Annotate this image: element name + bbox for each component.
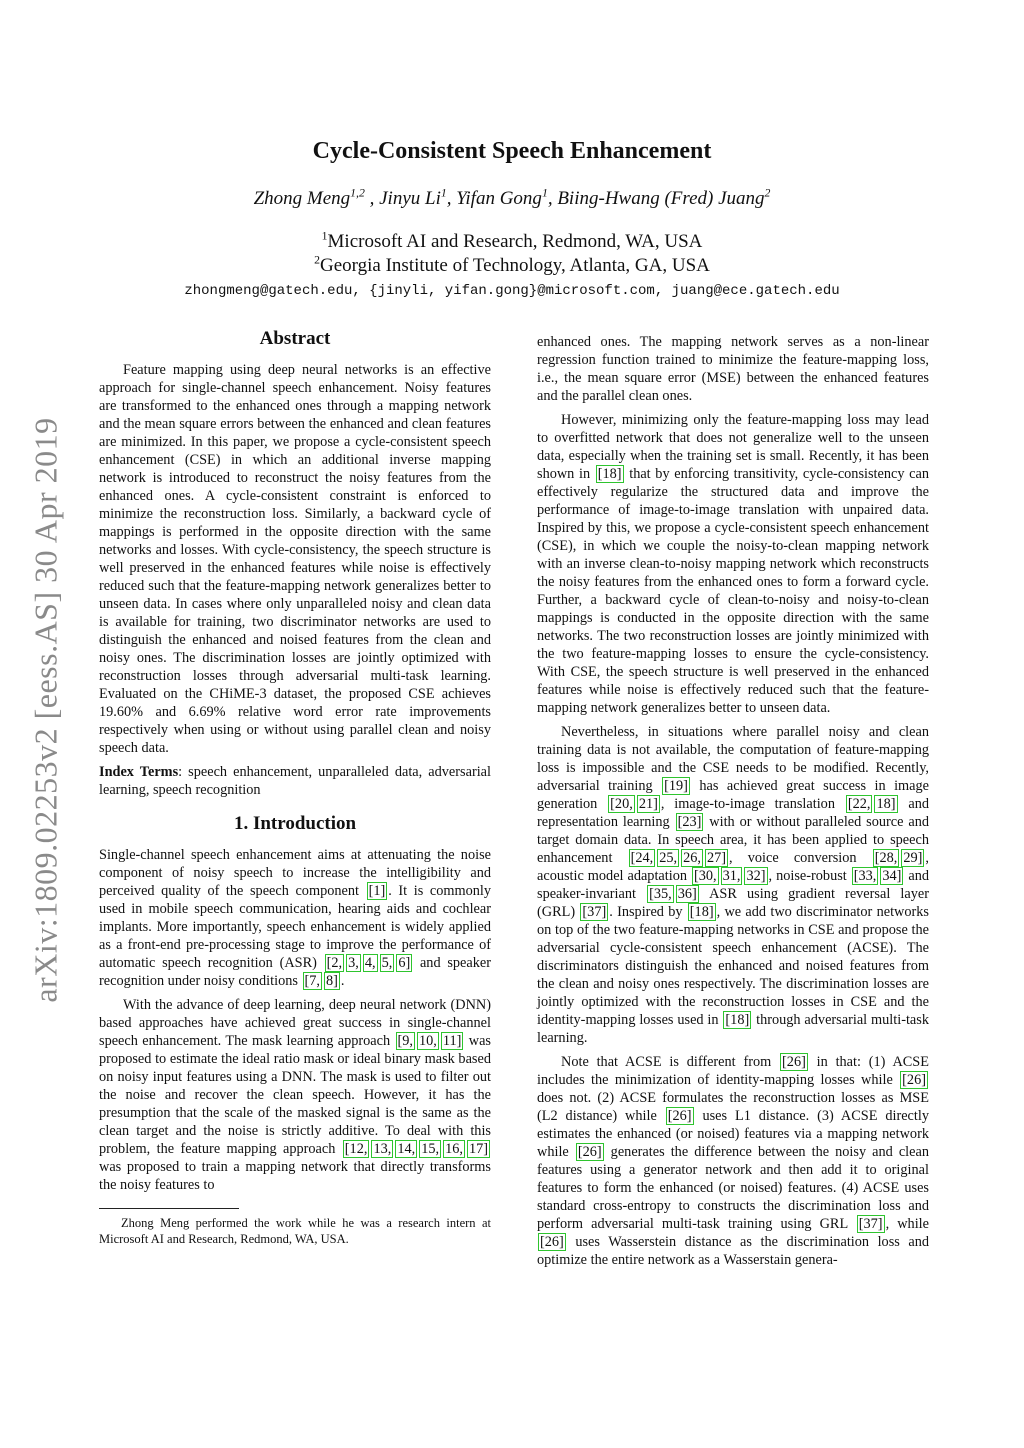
text-span: does not. (2) ACSE formulates the reconstruction losses as MSE (L2 distance) while (537, 1090, 929, 1124)
citation-link[interactable]: 34] (882, 868, 902, 884)
author-name: Zhong Meng (253, 188, 351, 209)
text-span: Single-channel speech enhancement aims at attenuating the noise component of noisy speech to increase the intelligibility and perceived quality of the speech component (99, 847, 491, 899)
text-span: that by enforcing transitivity, cycle-consistency can effectively regularize the structured data and improve the performance of image-to-image translation with unpaired data. Inspired by this, we propose a cycle-consistent speech enhancement (CSE), in which we couple the noisy-to-clean mapping network with an inverse clean-to-noisy mapping network which reconstructs the noisy features from the enhanced ones to form a forward cycle. Further, a backward cycle of clean-to-noisy and noisy-to-clean mappings is conducted in the opposite direction with the same networks. The two reconstruction losses are jointly minimized with the two feature-mapping losses to ensure the cycle-consistency. With CSE, the speech structure is well preserved in the enhanced features while noise is effectively reduced such that the feature-mapping network generalizes better to unseen data. (537, 466, 930, 716)
author-sup: 1,2 (350, 186, 365, 200)
citation-link[interactable]: [7, (304, 973, 320, 989)
affiliation-1 (0, 231, 1024, 253)
text-span: uses L1 distance. (3) ACSE directly estimates the enhanced (or noised) features via a mapping network while (537, 1108, 929, 1160)
text-span: and representation learning (537, 796, 929, 830)
text-span: generates the difference between the noisy and clean features using a generator network and then add it to original features to form the enhanced (or noised) features. (4) ACSE uses standard cross-entropy to constructs the discrimination loss and perform adversarial multi-task training using GRL (537, 1144, 929, 1232)
text-span: Note that ACSE is different from (561, 1054, 780, 1070)
citation-link[interactable]: 17] (468, 1141, 488, 1157)
text-span: With the advance of deep learning, deep neural network (DNN) based approaches have achieved great success in single-channel speech enhancement. The mask learning approach (99, 997, 491, 1049)
citation-link[interactable]: 27] (706, 850, 727, 866)
citation-link[interactable]: [20, (610, 796, 633, 812)
text-span: and speaker recognition under noisy conditions (99, 955, 491, 989)
citation-link[interactable]: [30, (693, 868, 717, 884)
author-sep: , (446, 188, 457, 209)
text-span: , noise-robust (768, 868, 851, 884)
arxiv-identifier (14, 330, 78, 1090)
text-span: , voice conversion (729, 850, 872, 866)
affiliation-sup: 2 (314, 253, 320, 267)
citation-link[interactable]: [26] (540, 1234, 564, 1250)
citation-link[interactable]: 11] (442, 1033, 462, 1049)
text-span: . It is commonly used in mobile speech communication, hearing aids and cochlear implants. More importantly, speech enhancement is widely applied as a front-end pre-processing stage to improve the performance of automatic speech recognition (ASR) (99, 883, 491, 971)
right-paragraph-4 (537, 1053, 929, 1269)
citation-link[interactable]: [9, (397, 1033, 413, 1049)
citation-link[interactable]: 36] (677, 886, 697, 902)
citation-link[interactable]: 26, (683, 850, 701, 866)
text-span: . Inspired by (609, 904, 687, 920)
citation-link[interactable]: [37] (582, 904, 607, 920)
abstract-heading: Abstract (259, 328, 331, 349)
author-sep: , (364, 188, 380, 209)
citation-link[interactable]: 32] (746, 868, 766, 884)
text-span: Nevertheless, in situations where parallel noisy and clean training data is not available, the computation of feature-mapping loss is impossible and the CSE needs to be modified. Recently, adversarial training (537, 724, 929, 794)
footnote-divider (99, 1208, 239, 1209)
citation-link[interactable]: [18] (725, 1012, 750, 1028)
citation-link[interactable]: 13, (373, 1141, 392, 1157)
author-sup: 2 (764, 186, 771, 200)
right-column (537, 333, 929, 1275)
citation-link[interactable]: [2, (326, 955, 343, 971)
author-sep: , (547, 188, 558, 209)
citation-link[interactable]: 3, (348, 955, 359, 971)
citation-link[interactable]: 6] (398, 955, 411, 971)
citation-link[interactable]: 8] (326, 973, 338, 989)
citation-link[interactable]: 18] (876, 796, 896, 812)
text-span: with or without paralleled source and target domain data. In speech area, it has been applied to speech enhancement (537, 814, 929, 866)
abstract-text: Feature mapping using deep neural networks is an effective approach for single-channel speech enhancement. Noisy features are transformed to the enhanced ones through a mapping network and the mean square errors between the enhanced and clean features are minimized. In this paper, we propose a cycle-consistent speech enhancement (CSE) in which an additional inverse mapping network is introduced to reconstruct the noisy features from the enhanced ones. A cycle-consistent constraint is enforced to minimize the reconstruction loss. Similarly, a backward cycle of mappings is performed in the opposite direction with the same networks and losses. With cycle-consistency, the speech structure is well preserved in the enhanced features while noise is effectively reduced such that the feature-mapping network generalizes better to unseen data. In cases where only unparalleled noisy and clean data is available for training, two discriminator networks are used to distinguish the enhanced and noised features from the clean and noisy ones. The discrimination losses are jointly optimized with reconstruction losses through adversarial multi-task learning. Evaluated on the CHiME-3 dataset, the proposed CSE achieves 19.60% and 6.69% relative word error rate improvements respectively when using or without using parallel clean and noisy speech data. (99, 362, 491, 756)
citation-link[interactable]: [26] (902, 1072, 926, 1088)
text-span: was proposed to estimate the ideal ratio mask or ideal binary mask based on noisy input features using a DNN. The mask is used to filter out the noise and recover the clean speech. However, it has the presumption that the scale of the masked signal is the same as the clean target and the noise is strictly additive. To deal with this problem, the feature mapping approach (99, 1033, 491, 1157)
text-span: in that: (1) ACSE includes the minimization of identity-mapping losses while (537, 1054, 929, 1088)
author-sup: 1 (440, 186, 447, 200)
citation-link[interactable]: [23] (677, 814, 702, 830)
citation-link[interactable]: 15, (421, 1141, 440, 1157)
citation-link[interactable]: 29] (903, 850, 923, 866)
citation-link[interactable]: [26] (782, 1054, 806, 1070)
citation-link[interactable]: [35, (649, 886, 672, 902)
text-span: was proposed to train a mapping network that directly transforms the noisy features to (99, 1159, 491, 1193)
text-span: . (340, 973, 345, 989)
citation-link[interactable]: [12, (344, 1141, 368, 1157)
citation-link[interactable]: 4, (364, 955, 376, 971)
text-span: , while (885, 1216, 929, 1232)
index-terms-text: : speech enhancement, unparalleled data, adversarial learning, speech recognition (99, 764, 491, 798)
index-terms (99, 763, 491, 799)
intro-paragraph-1 (99, 846, 491, 990)
affiliation-text: Microsoft AI and Research, Redmond, WA, USA (327, 231, 703, 252)
text-span: uses Wasserstein distance as the discrimination loss and optimize the entire network as a Wasserstain genera- (537, 1234, 929, 1268)
right-paragraph-1: enhanced ones. The mapping network serves as a non-linear regression function trained to minimize the feature-mapping loss, i.e., the mean square error (MSE) between the enhanced features and the parallel clean ones. (537, 334, 929, 404)
citation-link[interactable]: [24, (630, 850, 654, 866)
right-paragraph-2 (537, 411, 929, 717)
author-name: Yifan Gong (456, 188, 542, 209)
citation-link[interactable]: 31, (722, 868, 741, 884)
citation-link[interactable]: 10, (418, 1033, 437, 1049)
text-span: , image-to-image translation (660, 796, 845, 812)
citation-link[interactable]: [18] (597, 466, 622, 482)
text-span: and speaker-invariant (537, 868, 929, 902)
citation-link[interactable]: 16, (445, 1141, 463, 1157)
text-span: has achieved great success in image generation (537, 778, 930, 812)
affiliation-2 (0, 255, 1024, 277)
author-sup: 1 (541, 186, 548, 200)
citation-link[interactable]: [18] (689, 904, 714, 920)
introduction-heading: 1. Introduction (233, 813, 357, 834)
paper-title: Cycle-Consistent Speech Enhancement (312, 138, 712, 164)
index-terms-label: Index Terms (99, 764, 179, 780)
citation-link[interactable]: [19] (664, 778, 688, 794)
citation-link[interactable]: [28, (874, 850, 898, 866)
left-column (99, 330, 491, 1247)
citation-link[interactable]: 5, (381, 955, 393, 971)
author-name: Jinyu Li (379, 188, 441, 209)
right-paragraph-3 (537, 723, 929, 1047)
text-span: , acoustic model adaptation (537, 850, 929, 884)
arxiv-id-text: arXiv:1809.02253v2 [eess.AS] 30 Apr 2019 (27, 417, 64, 1003)
text-span: ASR using gradient reversal layer (GRL) (537, 886, 929, 920)
citation-link[interactable]: 14, (397, 1141, 416, 1157)
intro-paragraph-2 (99, 996, 491, 1194)
author-emails: zhongmeng@gatech.edu, {jinyli, yifan.gong}@microsoft.com, juang@ece.gatech.edu (184, 283, 840, 299)
text-span: , we add two discriminator networks on top of the two feature-mapping networks in CSE and propose the adversarial cycle-consistent speech enhancement (ACSE). The discriminators distinguish the enhanced and noised features from the clean and noisy ones respectively. The discrimination losses are jointly optimized with the reconstruction losses in CSE and the identity-mapping losses used in (537, 904, 929, 1028)
citation-link[interactable]: [33, (853, 868, 877, 884)
author-list (0, 188, 1024, 210)
citation-link[interactable]: [37] (858, 1216, 883, 1232)
text-span: through adversarial multi-task learning. (537, 1012, 929, 1046)
affiliation-text: Georgia Institute of Technology, Atlanta, GA, USA (320, 255, 710, 276)
author-name: Biing-Hwang (Fred) Juang (557, 188, 765, 209)
footnote: Zhong Meng performed the work while he was a research intern at Microsoft AI and Research, Redmond, WA, USA. (99, 1216, 491, 1246)
affiliation-sup: 1 (321, 229, 328, 243)
citation-link[interactable]: [26] (577, 1144, 602, 1160)
citation-link[interactable]: 21] (638, 796, 658, 812)
citation-link[interactable]: [1] (368, 883, 386, 899)
citation-link[interactable]: [26] (667, 1108, 692, 1124)
citation-link[interactable]: [22, (847, 796, 871, 812)
text-span: However, minimizing only the feature-mapping loss may lead to overfitted network that does not generalize well to the unseen data, especially when the training set is small. Recently, it has been shown in (537, 412, 929, 482)
citation-link[interactable]: 25, (659, 850, 678, 866)
